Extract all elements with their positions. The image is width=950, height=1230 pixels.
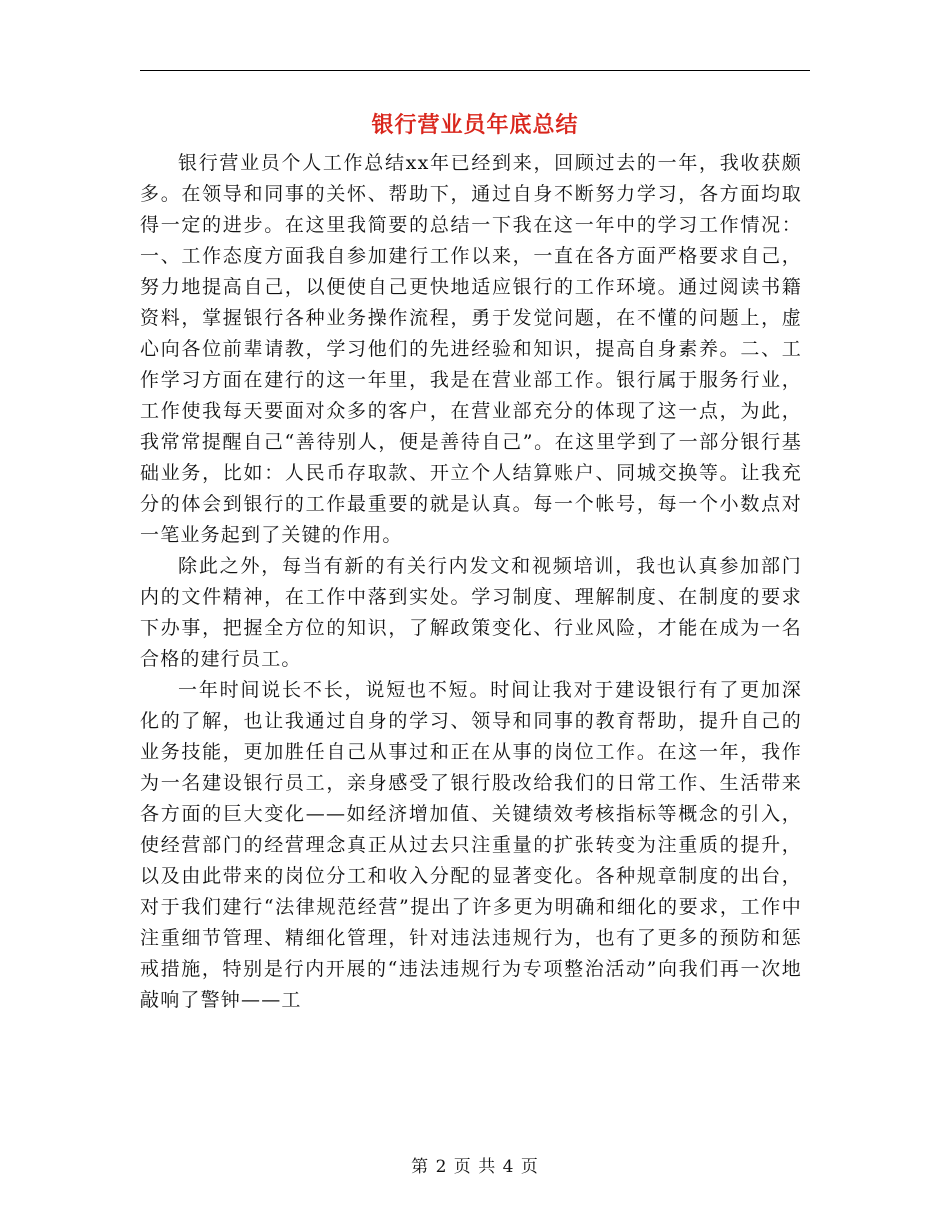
header-rule <box>140 70 810 71</box>
body-paragraph-3: 一年时间说长不长，说短也不短。时间让我对于建设银行有了更加深化的了解，也让我通过自身的学习、领导和同事的教育帮助，提升自己的业务技能，更加胜任自己从事过和正在从事的岗位工作。在这一年，我作为一名建设银行员工，亲身感受了银行股改给我们的日常工作、生活带来各方面的巨大变化——如经济增加值、关键绩效考核指标等概念的引入，使经营部门的经营理念真正从过去只注重量的扩张转变为注重质的提升，以及由此带来的岗位分工和收入分配的显著变化。各种规章制度的出台，对于我们建行“法律规范经营”提出了许多更为明确和细化的要求，工作中注重细节管理、精细化管理，针对违法违规行为，也有了更多的预防和惩戒措施，特别是行内开展的“违法违规行为专项整治活动”向我们再一次地敲响了警钟——工 <box>140 679 802 1011</box>
body-paragraph-1: 银行营业员个人工作总结xx年已经到来，回顾过去的一年，我收获颇多。在领导和同事的关怀、帮助下，通过自身不断努力学习，各方面均取得一定的进步。在这里我简要的总结一下我在这一年中的学习工作情况：一、工作态度方面我自参加建行工作以来，一直在各方面严格要求自己，努力地提高自己，以便使自己更快地适应银行的工作环境。通过阅读书籍资料，掌握银行各种业务操作流程，勇于发觉问题，在不懂的问题上，虚心向各位前辈请教，学习他们的先进经验和知识，提高自身素养。二、工作学习方面在建行的这一年里，我是在营业部工作。银行属于服务行业，工作使我每天要面对众多的客户，在营业部充分的体现了这一点，为此，我常常提醒自己“善待别人，便是善待自己”。在这里学到了一部分银行基础业务，比如：人民币存取款、开立个人结算账户、同城交换等。让我充分的体会到银行的工作最重要的就是认真。每一个帐号，每一个小数点对一笔业务起到了关键的作用。 <box>140 152 802 546</box>
document-title: 银行营业员年底总结 <box>371 112 579 138</box>
body-paragraph-2: 除此之外，每当有新的有关行内发文和视频培训，我也认真参加部门内的文件精神，在工作中落到实处。学习制度、理解制度、在制度的要求下办事，把握全方位的知识，了解政策变化、行业风险，才能在成为一名合格的建行员工。 <box>140 555 802 670</box>
document-body <box>140 148 802 1016</box>
page-number-footer: 第 2 页 共 4 页 <box>411 1157 539 1177</box>
